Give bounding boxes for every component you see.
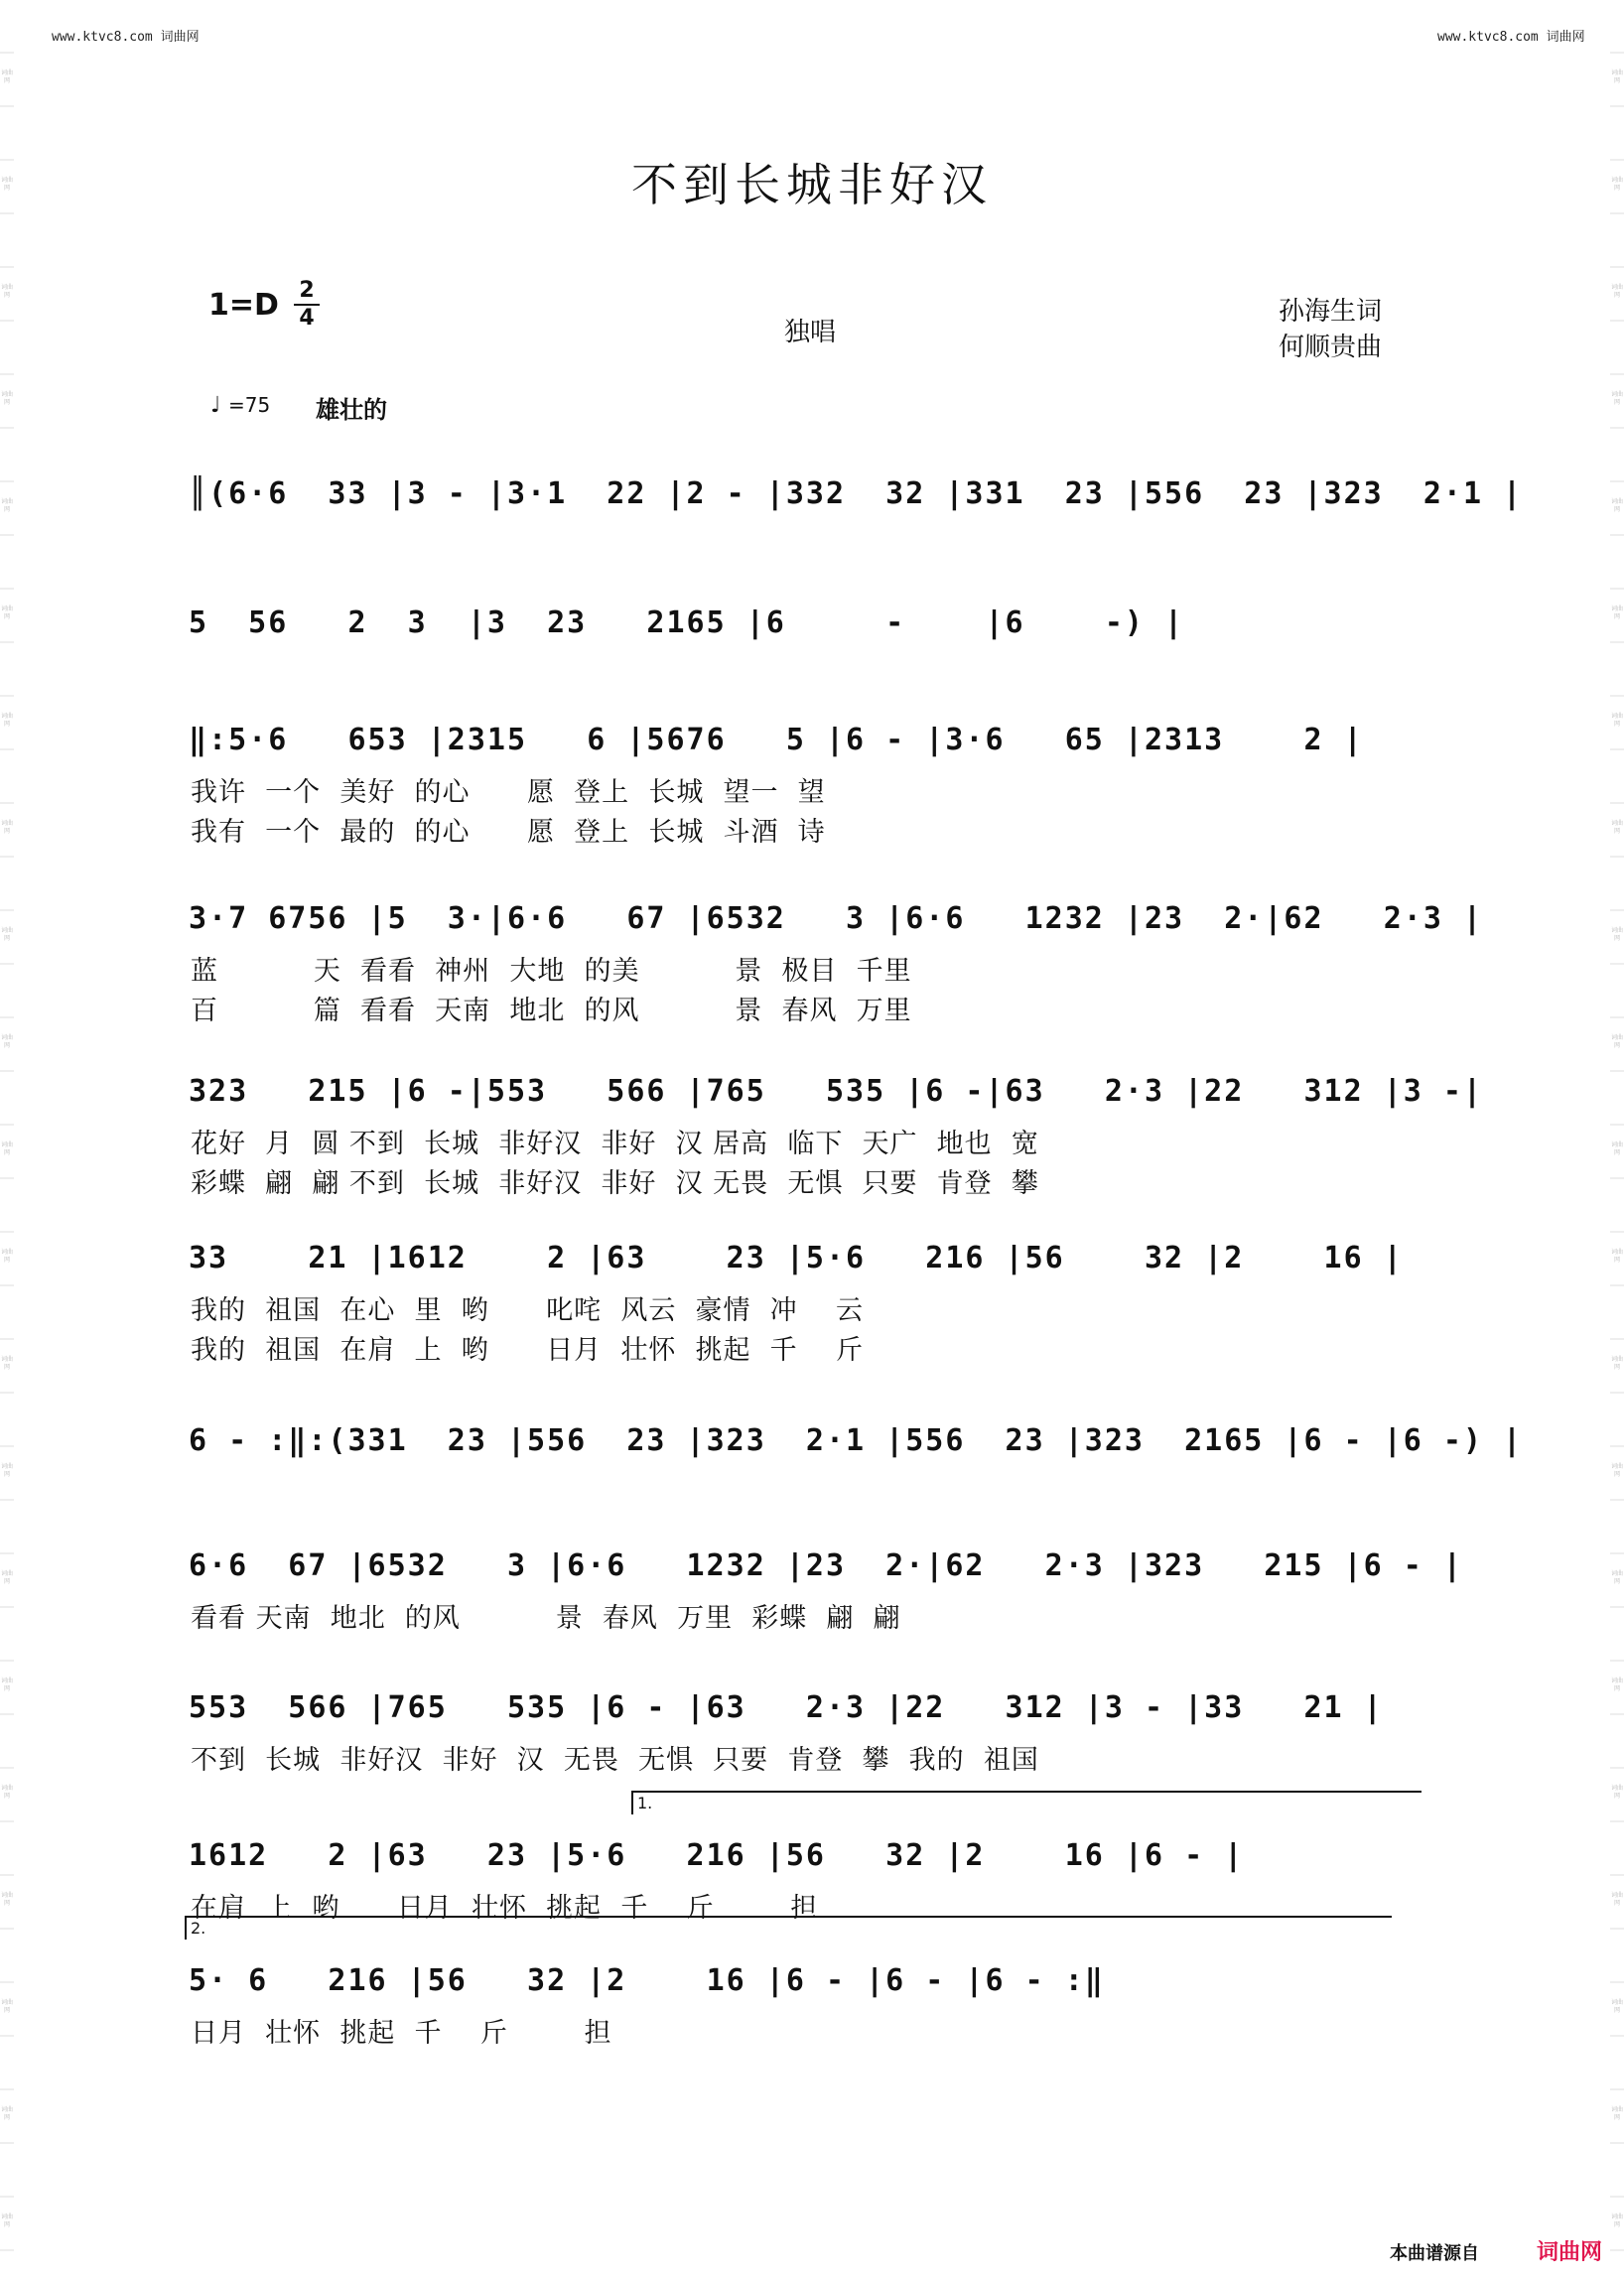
song-title: 不到长城非好汉: [631, 158, 993, 211]
right-rail-label: 词曲网: [1610, 1463, 1623, 1478]
right-rail-label: 词曲网: [1610, 1356, 1623, 1371]
score-line-notes: 33 21 |1612 2 |63 23 |5·6 216 |56 32 |2 16 |: [189, 1241, 1404, 1275]
left-rail-label: 词曲网: [0, 1463, 13, 1478]
score-line-notes: ║(6·6 33 |3 - |3·1 22 |2 - |332 32 |331 23 |556 23 |323 2·1 |: [189, 476, 1524, 511]
lyric-verse-2: 彩蝶 翩 翩 不到 长城 非好汉 非好 汉 无畏 无惧 只要 肯登 攀: [191, 1168, 1039, 1199]
first-ending-label: 1.: [637, 1794, 653, 1812]
left-rail-label: 词曲网: [0, 1677, 13, 1692]
right-rail-label: 词曲网: [1610, 284, 1623, 299]
expression-marking: 雄壮的: [316, 396, 387, 424]
score-line-notes: 5 56 2 3 |3 23 2165 |6 - |6 -) |: [189, 605, 1185, 640]
left-rail-label: 词曲网: [0, 2213, 13, 2228]
right-rail-label: 词曲网: [1610, 820, 1623, 835]
score-line-notes: 6 - :‖:(331 23 |556 23 |323 2·1 |556 23 |323 2165 |6 - |6 -) |: [189, 1423, 1524, 1458]
site-watermark-right[interactable]: www.ktvc8.com 词曲网: [1437, 30, 1585, 45]
left-rail-label: 词曲网: [0, 69, 13, 84]
first-ending-bracket: [631, 1791, 1421, 1814]
left-decorative-rail: [0, 0, 14, 2278]
site-watermark-left[interactable]: www.ktvc8.com 词曲网: [52, 30, 200, 45]
tempo-marking: =75: [228, 393, 271, 417]
score-line-notes: 323 215 |6 -|553 566 |765 535 |6 -|63 2·3 |22 312 |3 -|: [189, 1074, 1483, 1109]
score-line-notes: 1612 2 |63 23 |5·6 216 |56 32 |2 16 |6 - |: [189, 1838, 1245, 1873]
right-rail-label: 词曲网: [1610, 1999, 1623, 2014]
left-rail-label: 词曲网: [0, 391, 13, 406]
lyricist-credit: 孙海生词: [1279, 297, 1383, 327]
right-rail-label: 词曲网: [1610, 605, 1623, 620]
second-ending-label: 2.: [191, 1919, 206, 1938]
right-rail-label: 词曲网: [1610, 498, 1623, 513]
credits: [1279, 294, 1382, 365]
right-rail-label: 词曲网: [1610, 1570, 1623, 1585]
lyric-verse-1: 我的 祖国 在心 里 哟 叱咤 风云 豪情 冲 云: [191, 1295, 864, 1326]
lyric-verse-1: 在肩 上 哟 日月 壮怀 挑起 千 斤 担: [191, 1893, 819, 1924]
right-rail-label: 词曲网: [1610, 1677, 1623, 1692]
score-line-notes: 3·7 6756 |5 3·|6·6 67 |6532 3 |6·6 1232 |23 2·|62 2·3 |: [189, 901, 1483, 936]
left-rail-label: 词曲网: [0, 498, 13, 513]
right-rail-label: 词曲网: [1610, 1141, 1623, 1156]
score-line-notes: 553 566 |765 535 |6 - |63 2·3 |22 312 |3 - |33 21 |: [189, 1690, 1384, 1725]
score-line-notes: ‖:5·6 653 |2315 6 |5676 5 |6 - |3·6 65 |2313 2 |: [189, 723, 1364, 757]
lyric-verse-2: 我的 祖国 在肩 上 哟 日月 壮怀 挑起 千 斤: [191, 1335, 864, 1366]
left-rail-label: 词曲网: [0, 1892, 13, 1907]
left-rail-label: 词曲网: [0, 177, 13, 192]
right-rail-label: 词曲网: [1610, 2213, 1623, 2228]
performance-type: 独唱: [784, 318, 837, 347]
left-rail-label: 词曲网: [0, 1249, 13, 1264]
source-note: 本曲谱源自: [1390, 2243, 1479, 2264]
right-rail-label: 词曲网: [1610, 1785, 1623, 1800]
time-signature: [294, 280, 320, 330]
composer-credit: 何顺贵曲: [1279, 333, 1383, 362]
right-rail-label: 词曲网: [1610, 69, 1623, 84]
left-rail-label: 词曲网: [0, 1570, 13, 1585]
left-rail-label: 词曲网: [0, 927, 13, 942]
right-rail-label: 词曲网: [1610, 1034, 1623, 1049]
lyric-verse-2: 百 篇 看看 天南 地北 的风 景 春风 万里: [191, 996, 912, 1026]
time-signature-bottom: 4: [299, 306, 315, 331]
lyric-verse-2: 我有 一个 最的 的心 愿 登上 长城 斗酒 诗: [191, 817, 826, 848]
left-rail-label: 词曲网: [0, 2106, 13, 2121]
site-logo[interactable]: 词曲网: [1537, 2240, 1603, 2265]
left-rail-label: 词曲网: [0, 605, 13, 620]
left-rail-label: 词曲网: [0, 1141, 13, 1156]
lyric-verse-1: 看看 天南 地北 的风 景 春风 万里 彩蝶 翩 翩: [191, 1603, 901, 1634]
score-line-notes: 5· 6 216 |56 32 |2 16 |6 - |6 - |6 - :‖: [189, 1963, 1105, 1998]
lyric-verse-1: 不到 长城 非好汉 非好 汉 无畏 无惧 只要 肯登 攀 我的 祖国: [191, 1745, 1039, 1776]
right-rail-label: 词曲网: [1610, 391, 1623, 406]
right-rail-label: 词曲网: [1610, 1249, 1623, 1264]
quarter-note-icon: ♩: [210, 393, 221, 418]
right-rail-label: 词曲网: [1610, 927, 1623, 942]
right-rail-label: 词曲网: [1610, 177, 1623, 192]
score-line-notes: 6·6 67 |6532 3 |6·6 1232 |23 2·|62 2·3 |323 215 |6 - |: [189, 1548, 1463, 1583]
time-signature-top: 2: [299, 278, 315, 303]
left-rail-label: 词曲网: [0, 1785, 13, 1800]
right-rail-label: 词曲网: [1610, 713, 1623, 728]
left-rail-label: 词曲网: [0, 820, 13, 835]
lyric-verse-1: 日月 壮怀 挑起 千 斤 担: [191, 2018, 612, 2049]
second-ending-bracket: [185, 1916, 1392, 1940]
lyric-verse-1: 花好 月 圆 不到 长城 非好汉 非好 汉 居高 临下 天广 地也 宽: [191, 1129, 1039, 1159]
right-rail-label: 词曲网: [1610, 1892, 1623, 1907]
lyric-verse-1: 蓝 天 看看 神州 大地 的美 景 极目 千里: [191, 956, 912, 987]
left-rail-label: 词曲网: [0, 1034, 13, 1049]
left-rail-label: 词曲网: [0, 284, 13, 299]
left-rail-label: 词曲网: [0, 1999, 13, 2014]
key-signature: 1=D: [208, 288, 279, 323]
left-rail-label: 词曲网: [0, 713, 13, 728]
left-rail-label: 词曲网: [0, 1356, 13, 1371]
right-rail-label: 词曲网: [1610, 2106, 1623, 2121]
right-decorative-rail: [1610, 0, 1624, 2278]
lyric-verse-1: 我许 一个 美好 的心 愿 登上 长城 望一 望: [191, 777, 826, 808]
